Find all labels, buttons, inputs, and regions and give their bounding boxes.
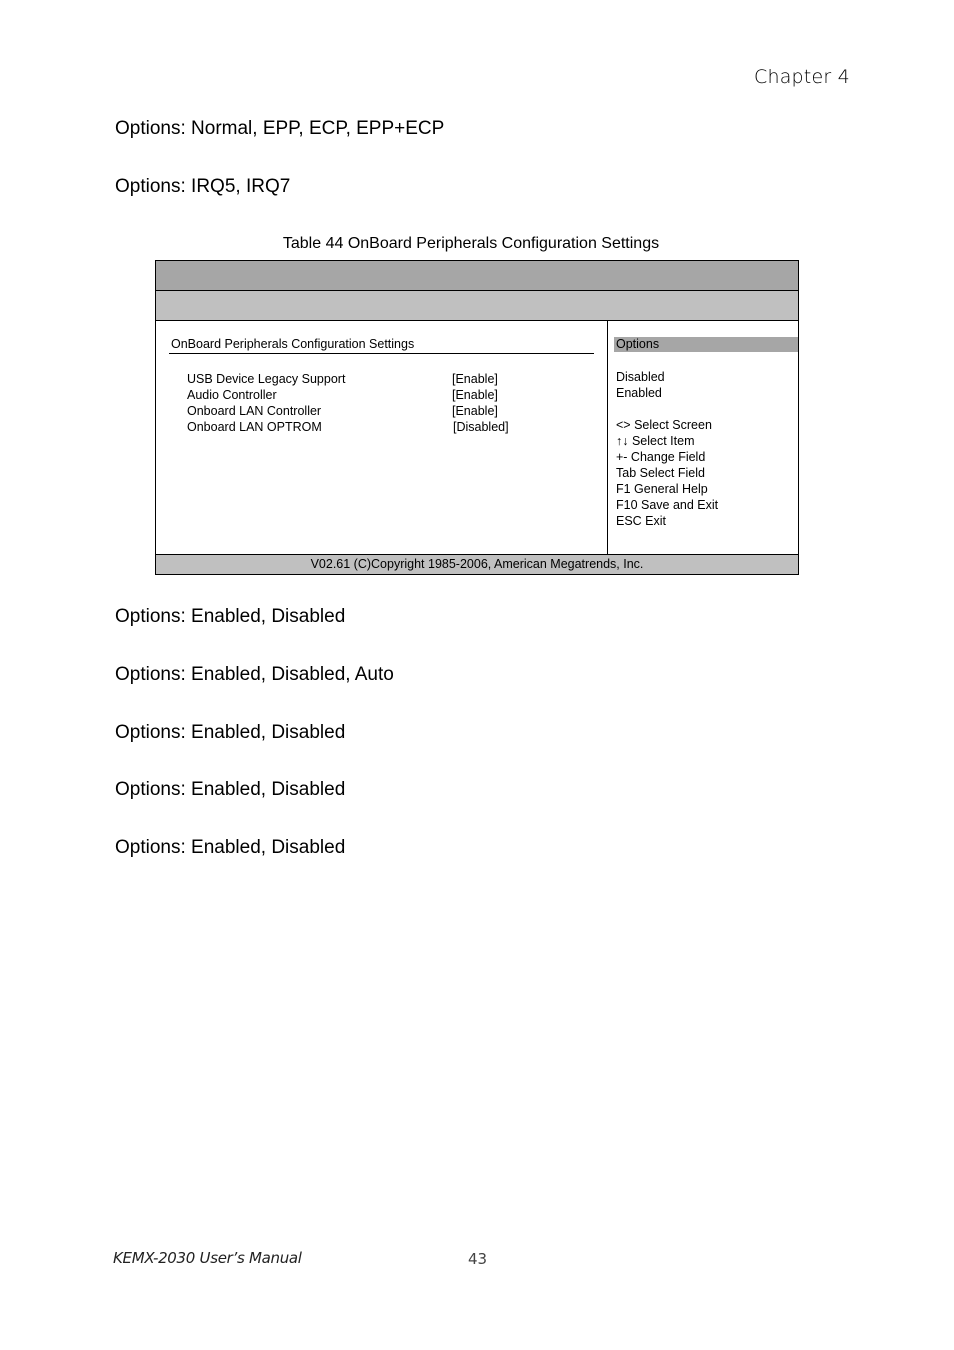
setting-row-audio-controller[interactable] xyxy=(187,388,607,404)
help-select-item: ↑↓ Select Item xyxy=(616,434,695,448)
option-value-disabled[interactable]: Disabled xyxy=(616,370,665,384)
chapter-heading: Chapter 4 xyxy=(754,66,850,88)
setting-value[interactable]: [Enable] xyxy=(452,372,498,386)
options-text-extra: Options: Enabled, Disabled xyxy=(115,837,346,858)
bios-copyright-footer: V02.61 (C)Copyright 1985-2006, American Megatrends, Inc. xyxy=(156,554,798,574)
help-change-field: +- Change Field xyxy=(616,450,706,464)
setting-label: Onboard LAN Controller xyxy=(187,404,322,418)
bios-help-pane xyxy=(608,321,798,554)
options-text-parallel-mode: Options: Normal, EPP, ECP, EPP+ECP xyxy=(115,118,445,139)
option-value-enabled[interactable]: Enabled xyxy=(616,386,662,400)
page-number: 43 xyxy=(468,1250,488,1268)
bios-title-bar xyxy=(156,261,798,291)
help-select-screen: <> Select Screen xyxy=(616,418,712,432)
help-esc-exit: ESC Exit xyxy=(616,514,667,528)
bios-settings-pane xyxy=(156,321,608,554)
options-text-parallel-irq: Options: IRQ5, IRQ7 xyxy=(115,176,291,197)
setting-value[interactable]: [Disabled] xyxy=(453,420,509,434)
section-title: OnBoard Peripherals Configuration Settings xyxy=(171,337,415,351)
section-divider xyxy=(169,353,594,354)
setting-row-lan-controller[interactable] xyxy=(187,404,607,420)
setting-row-usb-legacy[interactable] xyxy=(187,372,607,388)
options-text-audio: Options: Enabled, Disabled, Auto xyxy=(115,664,394,685)
help-save-exit: F10 Save and Exit xyxy=(616,498,719,512)
setting-value[interactable]: [Enable] xyxy=(452,388,498,402)
setting-label: USB Device Legacy Support xyxy=(187,372,346,386)
help-general-help: F1 General Help xyxy=(616,482,708,496)
options-text-lan-optrom: Options: Enabled, Disabled xyxy=(115,779,346,800)
setting-value[interactable]: [Enable] xyxy=(452,404,498,418)
setting-label: Onboard LAN OPTROM xyxy=(187,420,322,434)
manual-title: KEMX-2030 User’s Manual xyxy=(113,1249,302,1267)
bios-screen xyxy=(155,260,799,575)
help-tab-select-field: Tab Select Field xyxy=(616,466,705,480)
setting-row-lan-optrom[interactable] xyxy=(187,420,607,436)
setting-label: Audio Controller xyxy=(187,388,277,402)
options-header: Options xyxy=(614,337,798,352)
options-text-lan-controller: Options: Enabled, Disabled xyxy=(115,722,346,743)
bios-menu-bar xyxy=(156,291,798,321)
table-caption: Table 44 OnBoard Peripherals Configuration Settings xyxy=(282,235,660,252)
options-text-usb-legacy: Options: Enabled, Disabled xyxy=(115,606,346,627)
